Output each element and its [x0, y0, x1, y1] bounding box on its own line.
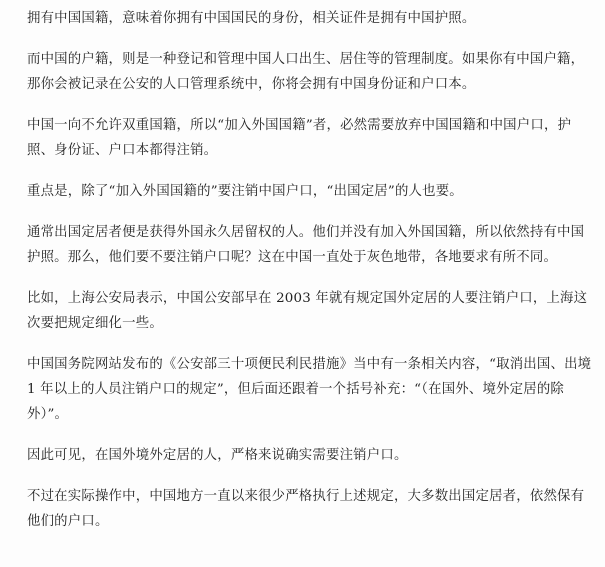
paragraph-2: 而中国的户籍，则是一种登记和管理中国人口出生、居住等的管理制度。如果你有中国户籍，那你会被记录在公安的人口管理系统中，你将会拥有中国身份证和户口本。 [27, 52, 585, 92]
paragraph-4: 重点是，除了“加入外国国籍的”要注销中国户口，“出国定居”的人也要。 [27, 184, 463, 199]
paragraph-5: 通常出国定居者便是获得外国永久居留权的人。他们并没有加入外国国籍，所以依然持有中国护照。那么，他们要不要注销户口呢？这在中国一直处于灰色地带，各地要求有所不同。 [27, 225, 585, 265]
paragraph-9: 不过在实际操作中，中国地方一直以来很少严格执行上述规定，大多数出国定居者，依然保有他们的户口。 [27, 489, 585, 529]
paragraph-1: 拥有中国国籍，意味着你拥有中国国民的身份，相关证件是拥有中国护照。 [27, 11, 476, 26]
paragraph-6: 比如，上海公安局表示，中国公安部早在 2003 年就有规定国外定居的人要注销户口，上海这次要把规定细化一些。 [27, 291, 588, 331]
paragraph-3: 中国一向不允许双重国籍，所以“加入外国国籍”者，必然需要放弃中国国籍和中国户口，护照、身份证、户口本都得注销。 [27, 118, 572, 158]
paragraph-8: 因此可见，在国外境外定居的人，严格来说确实需要注销户口。 [27, 448, 408, 463]
paragraph-7: 中国国务院网站发布的《公安部三十项便民利民措施》当中有一条相关内容，“取消出国、出境 1 年以上的人员注销户口的规定”，但后面还跟着一个括号补充：“（在国外、境外定居的除外）”。 [27, 357, 592, 422]
